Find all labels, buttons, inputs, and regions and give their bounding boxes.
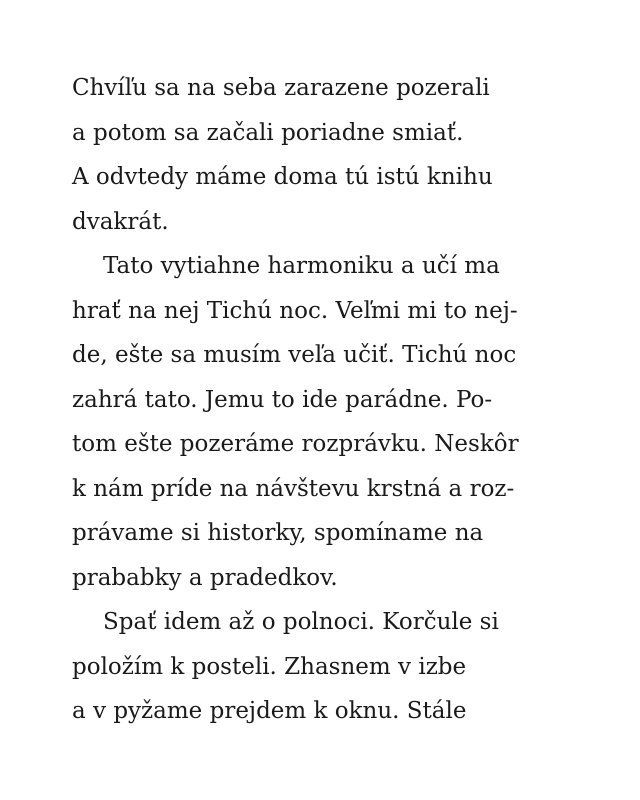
text-line: a potom sa začali poriadne smiať. — [72, 119, 464, 146]
text-line: de, ešte sa musím veľa učiť. Tichú noc — [72, 342, 517, 368]
text-line: a v pyžame prejdem k oknu. Stále — [72, 698, 467, 724]
paragraph — [72, 66, 572, 244]
text-line: Chvíľu sa na seba zarazene pozerali — [72, 75, 490, 101]
text-line: tom ešte pozeráme rozprávku. Neskôr — [72, 431, 519, 457]
text-line: k nám príde na návštevu krstná a roz- — [72, 475, 515, 502]
paragraph — [72, 600, 572, 734]
text-line-indented: Tato vytiahne harmoniku a učí ma — [103, 253, 500, 279]
text-line: A odvtedy máme doma tú istú knihu — [72, 164, 493, 190]
book-page-text — [72, 66, 572, 734]
text-line: právame si historky, spomíname na — [72, 520, 484, 546]
text-line: dvakrát. — [72, 208, 169, 235]
text-line: položím k posteli. Zhasnem v izbe — [72, 653, 467, 680]
text-line: prababky a pradedkov. — [72, 564, 338, 591]
paragraph — [72, 244, 572, 600]
text-line-indented: Spať idem až o polnoci. Korčule si — [103, 609, 499, 635]
text-line: zahrá tato. Jemu to ide parádne. Po- — [72, 386, 493, 413]
text-line: hrať na nej Tichú noc. Veľmi mi to nej- — [72, 297, 518, 324]
